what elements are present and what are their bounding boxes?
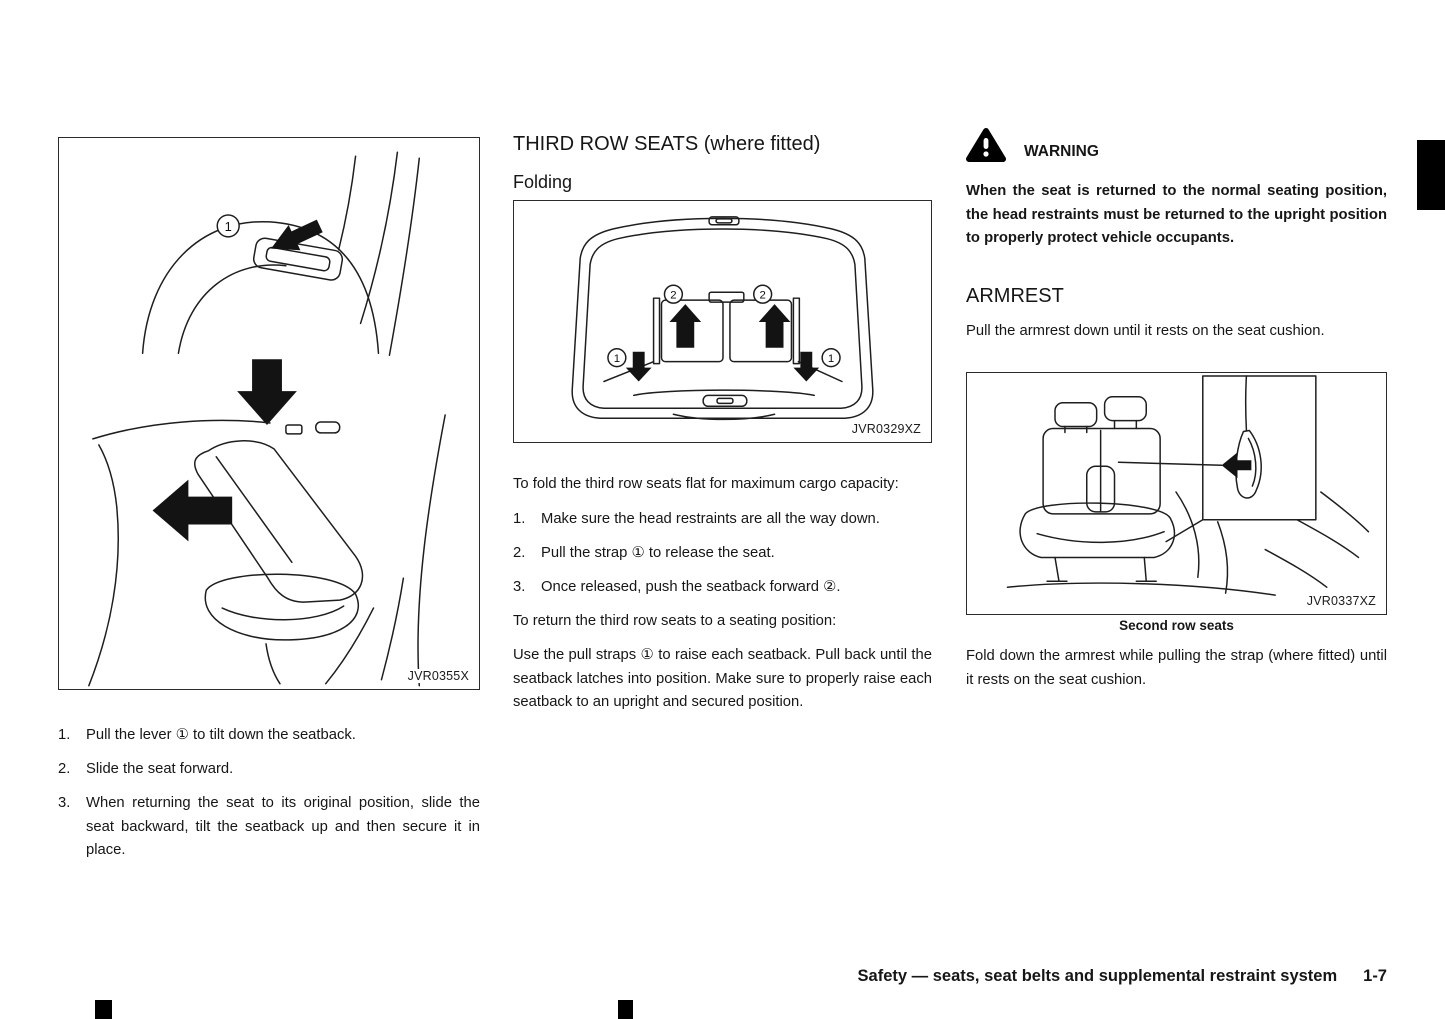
step-item <box>58 758 480 782</box>
step-text: Make sure the head restraints are all the way down. <box>541 510 880 527</box>
third-row-folding-figure <box>513 200 932 443</box>
callout-1-number: 1 <box>827 353 835 366</box>
footer-page-number: 1-7 <box>1363 967 1387 985</box>
return-intro-paragraph: To return the third row seats to a seating position: <box>513 612 837 629</box>
strap-down-arrow-icon <box>793 352 819 382</box>
interior-frame-lines <box>89 415 445 686</box>
bottom-registration-marker <box>95 1000 112 1019</box>
step-text: Once released, push the seatback forward ②. <box>541 578 841 595</box>
callout-2-number: 2 <box>759 289 766 302</box>
raise-up-arrow-icon <box>669 304 701 348</box>
lever-arrow-icon <box>265 213 325 261</box>
step-text: Slide the seat forward. <box>86 761 234 777</box>
middle-body <box>513 473 932 726</box>
third-row-folding-illustration <box>514 201 931 442</box>
warning-header <box>966 127 1387 163</box>
callout-2-badge <box>754 285 772 303</box>
step-item <box>513 508 932 532</box>
step-text: Pull the lever ① to tilt down the seatback. <box>86 727 356 743</box>
seatback-fold-illustration <box>59 138 479 689</box>
figure-caption: Second row seats <box>1119 618 1234 633</box>
strap-detail-inset <box>1203 376 1316 520</box>
left-steps-list <box>58 724 480 873</box>
step-item <box>58 724 480 748</box>
bottom-registration-marker <box>618 1000 633 1019</box>
step-item <box>58 792 480 863</box>
page-footer <box>487 966 1387 986</box>
cargo-floor-details <box>634 390 815 419</box>
figure-code: JVR0329XZ <box>848 422 921 436</box>
step-number: 2. <box>58 761 71 777</box>
armrest-paragraph-1: Pull the armrest down until it rests on the seat cushion. <box>966 323 1325 339</box>
inset-connector-line <box>1166 520 1203 542</box>
strap-down-arrow-icon <box>626 352 652 382</box>
section-tab-marker <box>1417 140 1445 210</box>
step-number: 1. <box>58 727 71 743</box>
footer-section-title: Safety — seats, seat belts and supplemental restraint system <box>857 967 1338 985</box>
callout-1-number: 1 <box>224 218 232 234</box>
callout-2-badge <box>664 285 682 303</box>
step-number: 1. <box>513 510 526 527</box>
folding-steps-list <box>513 508 932 600</box>
callout-2-number: 2 <box>670 289 677 302</box>
step-text: When returning the seat to its original position, slide the seat backward, tilt the seatback up and then secure it in place. <box>86 795 480 858</box>
step-number: 3. <box>513 578 526 595</box>
armrest-paragraph-2: Fold down the armrest while pulling the strap (where fitted) until it rests on the seat cushion. <box>966 648 1387 688</box>
section-title-third-row-seats: THIRD ROW SEATS (where fitted) <box>513 133 821 155</box>
callout-1-number: 1 <box>613 353 621 366</box>
step-item <box>513 542 932 566</box>
fold-down-arrow-icon <box>237 359 297 425</box>
step-number: 3. <box>58 795 71 811</box>
second-row-seats-figure <box>966 372 1387 615</box>
return-instructions-paragraph: Use the pull straps ① to raise each seatback. Pull back until the seatback latches into position. Make sure to properly raise each seatback to an upright and secured position. <box>513 647 932 710</box>
step-number: 2. <box>513 544 526 561</box>
second-row-seat <box>1020 397 1174 581</box>
warning-label: WARNING <box>1024 143 1099 160</box>
warning-text: When the seat is returned to the normal seating position, the head restraints must be returned to the upright position to properly protect vehicle occupants. <box>966 183 1387 246</box>
callout-1-badge <box>217 215 239 237</box>
raise-up-arrow-icon <box>759 304 791 348</box>
slide-forward-arrow-icon <box>153 480 233 542</box>
step-item <box>513 576 932 600</box>
figure-code: JVR0337XZ <box>1303 594 1376 608</box>
second-row-seats-illustration <box>967 373 1386 614</box>
seatback-top-outline <box>143 222 379 354</box>
section-title-armrest: ARMREST <box>966 285 1064 307</box>
floor-lines <box>266 578 403 683</box>
subsection-title-folding: Folding <box>513 172 573 192</box>
interior-pillar-lines <box>339 152 420 355</box>
seat-cushion <box>205 574 358 640</box>
warning-icon <box>966 127 1006 163</box>
callout-1-badge <box>608 349 626 367</box>
step-text: Pull the strap ① to release the seat. <box>541 544 775 561</box>
seatback-fold-figure <box>58 137 480 690</box>
callout-1-badge <box>822 349 840 367</box>
figure-code: JVR0355X <box>404 669 469 683</box>
folding-intro-paragraph: To fold the third row seats flat for maximum cargo capacity: <box>513 476 899 492</box>
